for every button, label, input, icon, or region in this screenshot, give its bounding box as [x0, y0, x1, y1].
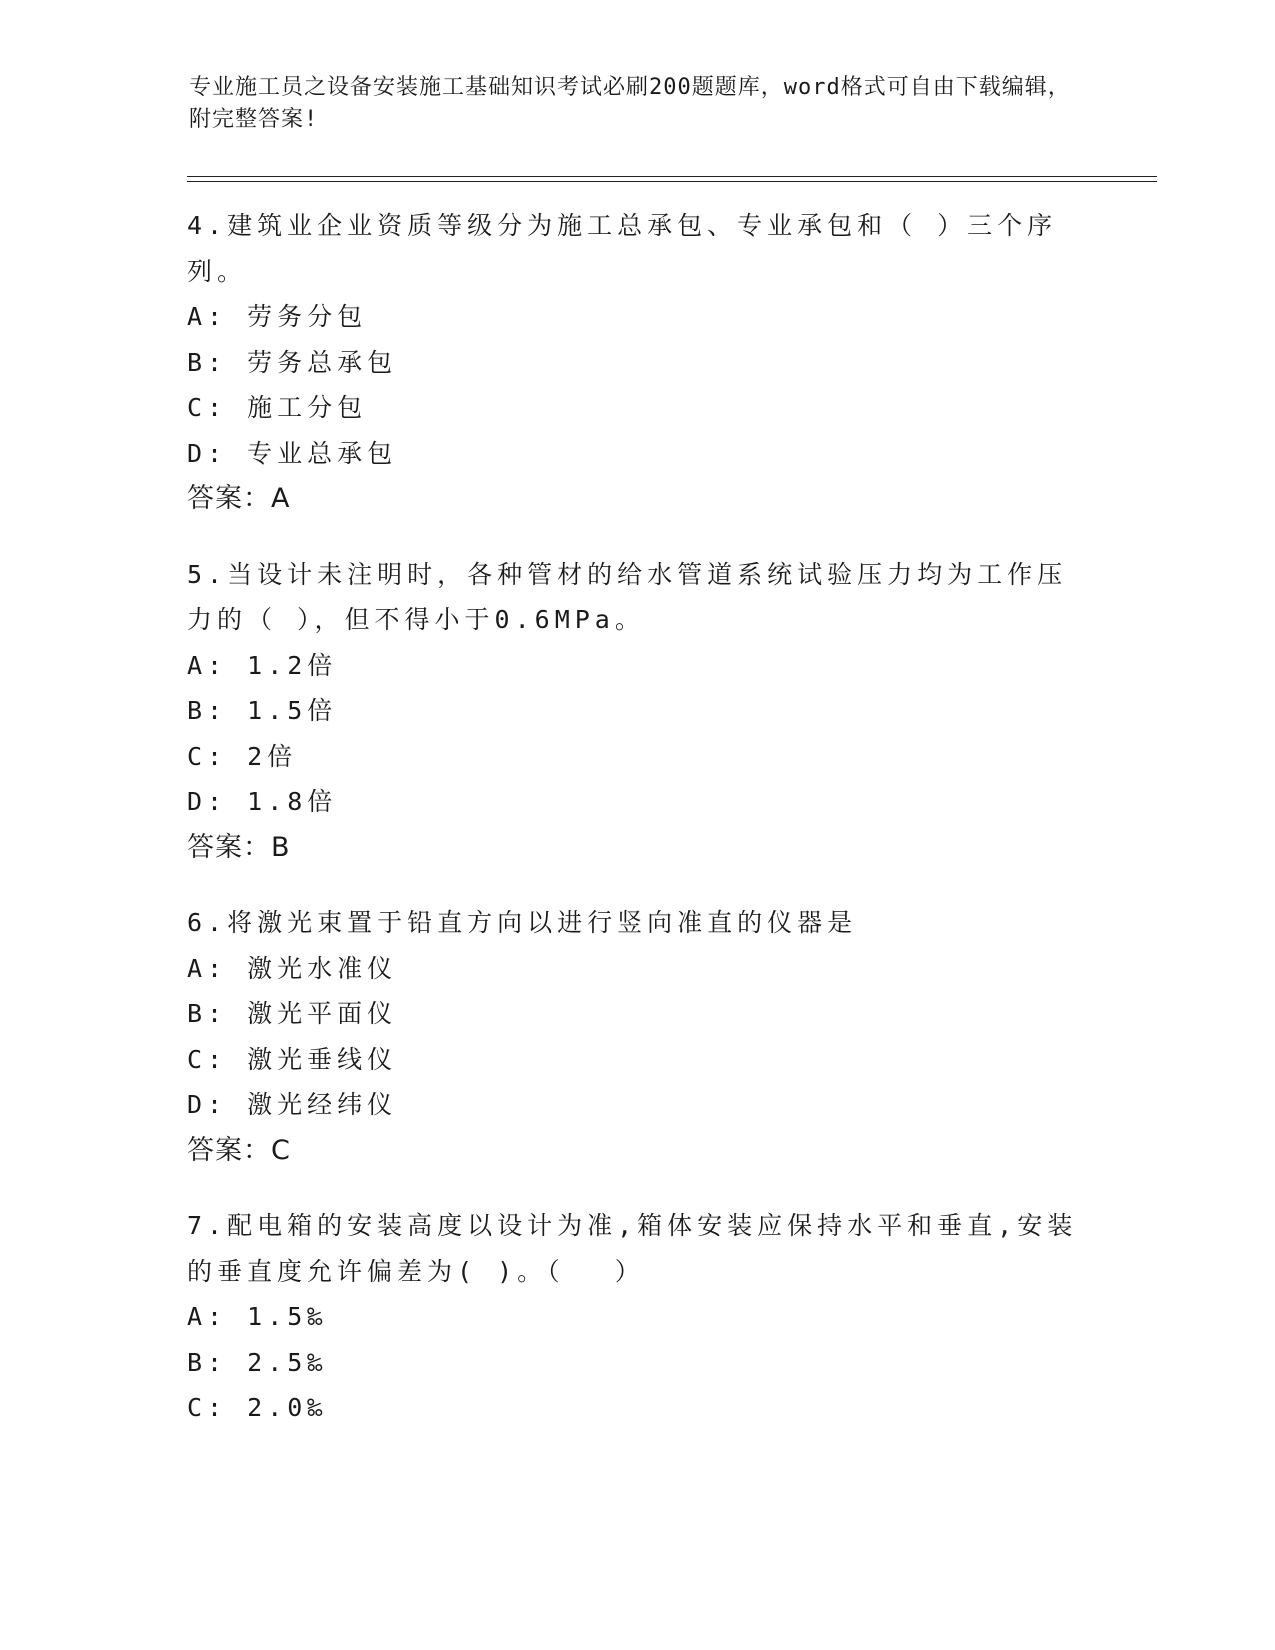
option-c: C: 2倍	[187, 741, 298, 771]
option-a: A: 1.5‰	[187, 1302, 328, 1331]
option-b: B: 劳务总承包	[187, 347, 398, 377]
option-a: A: 1.2倍	[187, 650, 338, 680]
question-list	[187, 203, 1087, 1461]
question-4	[187, 203, 1087, 522]
header-rule-bottom	[187, 181, 1157, 182]
answer: 答案：B	[187, 831, 291, 863]
option-d: D: 专业总承包	[187, 438, 398, 468]
question-5	[187, 552, 1087, 871]
question-6	[187, 900, 1087, 1173]
document-header	[189, 72, 1089, 136]
option-d: D: 激光经纬仪	[187, 1090, 398, 1119]
header-text: 专业施工员之设备安装施工基础知识考试必刷200题题库，word格式可自由下载编辑，附完整答案!	[189, 75, 1071, 132]
question-stem: 4.建筑业企业资质等级分为施工总承包、专业承包和（ ）三个序列。	[187, 211, 1058, 286]
option-c: C: 2.0‰	[187, 1393, 328, 1422]
question-stem: 5.当设计未注明时，各种管材的给水管道系统试验压力均为工作压力的（ ），但不得小于0.6MPa。	[187, 559, 1068, 634]
option-c: C: 施工分包	[187, 393, 368, 422]
question-stem: 7.配电箱的安装高度以设计为准,箱体安装应保持水平和垂直,安装的垂直度允许偏差为( )。（ ）	[187, 1211, 1078, 1286]
question-stem: 6.将激光束置于铅直方向以进行竖向准直的仪器是	[187, 908, 858, 937]
option-b: B: 2.5‰	[187, 1347, 328, 1377]
option-b: B: 1.5倍	[187, 696, 338, 725]
answer: 答案：A	[187, 483, 291, 514]
option-d: D: 1.8倍	[187, 787, 338, 816]
answer: 答案：C	[187, 1134, 291, 1166]
question-7	[187, 1203, 1087, 1431]
option-a: A: 激光水准仪	[187, 953, 398, 983]
option-b: B: 激光平面仪	[187, 999, 398, 1028]
header-rule-top	[187, 176, 1157, 177]
option-a: A: 劳务分包	[187, 302, 368, 331]
option-c: C: 激光垂线仪	[187, 1044, 398, 1074]
